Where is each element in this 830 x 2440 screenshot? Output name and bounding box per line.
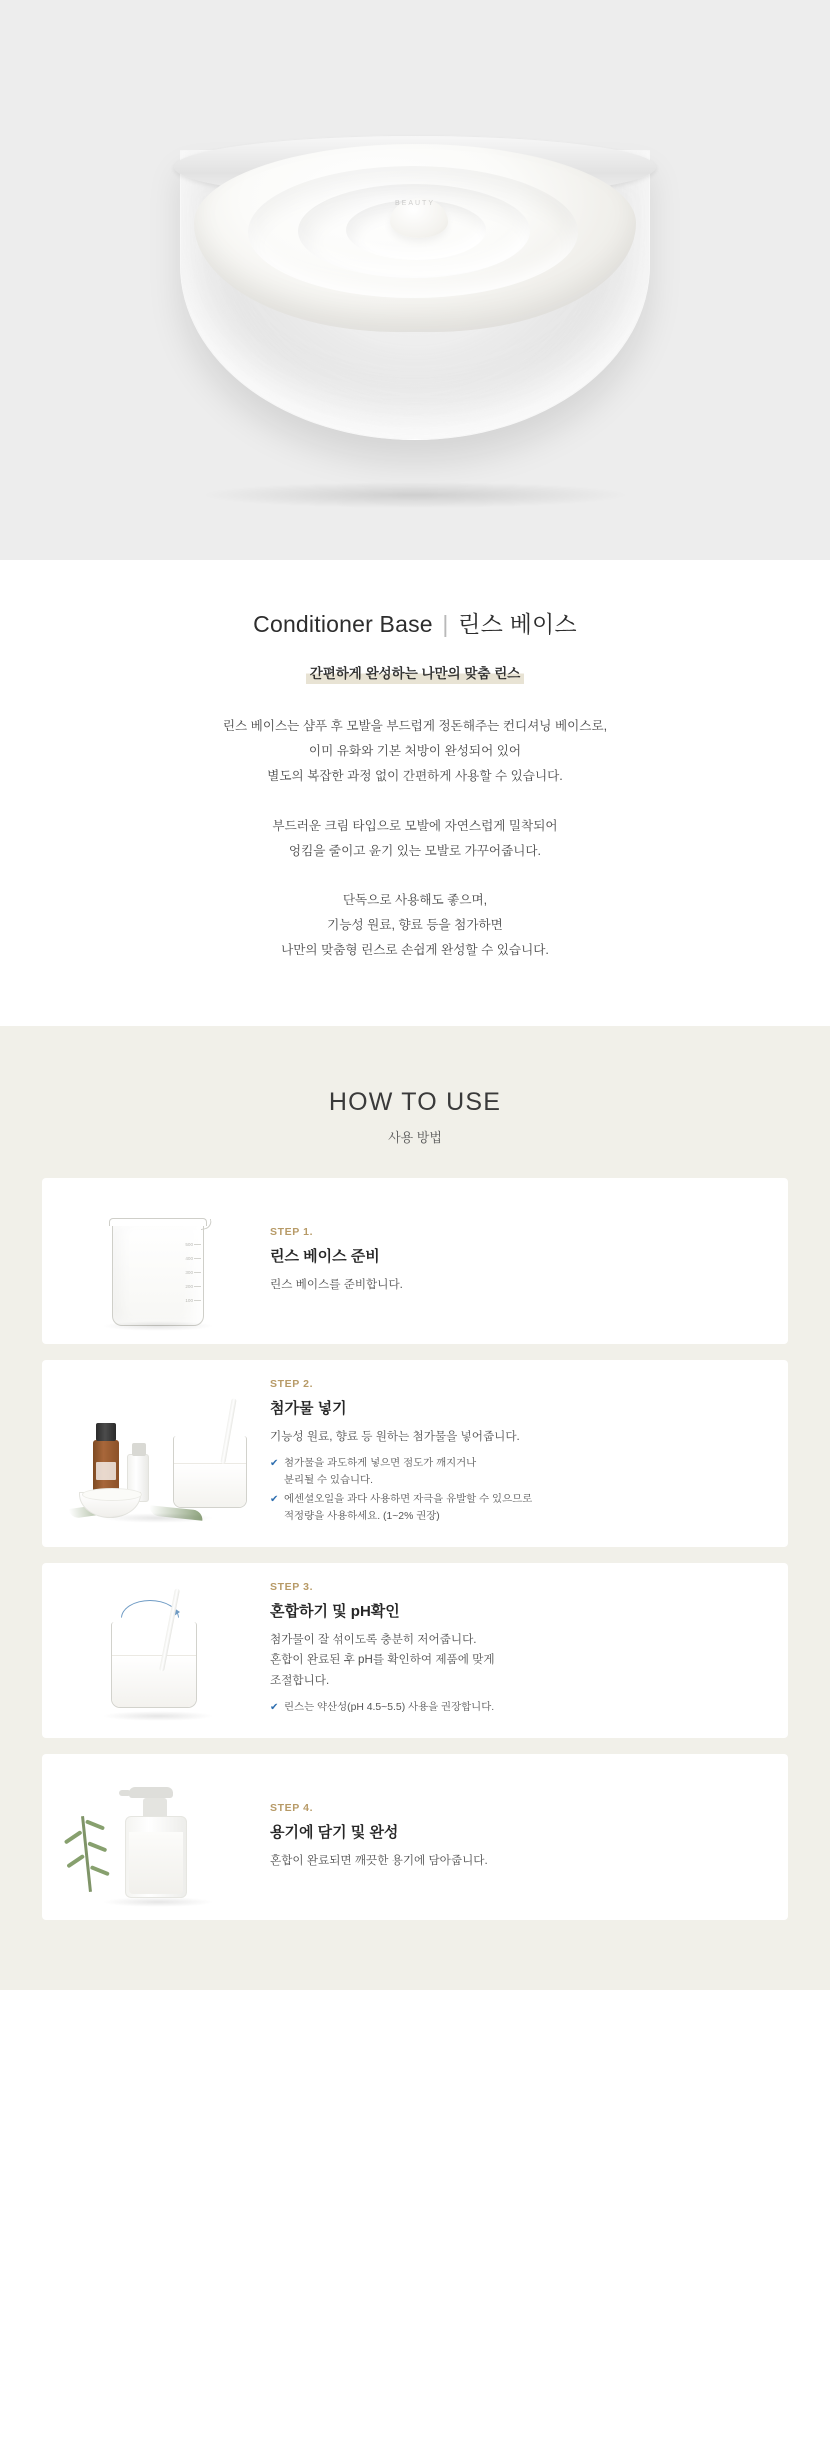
subhead-wrapper bbox=[40, 661, 790, 684]
step-card bbox=[42, 1563, 788, 1738]
intro-paragraph-1: 린스 베이스는 샴푸 후 모발을 부드럽게 정돈해주는 컨디셔닝 베이스로, 이미 유화와 기본 처방이 완성되어 있어 별도의 복잡한 과정 없이 간편하게 사용할 수 있습니다. bbox=[222, 719, 608, 784]
step-body bbox=[256, 1802, 488, 1871]
figure-shadow bbox=[102, 1711, 214, 1721]
how-to-use-title: HOW TO USE bbox=[328, 1087, 502, 1116]
step-note bbox=[270, 1700, 495, 1717]
figure-shadow bbox=[102, 1897, 214, 1907]
step-heading: 혼합하기 및 pH확인 bbox=[270, 1603, 400, 1621]
beaker-tick: 400 bbox=[185, 1255, 193, 1261]
how-to-use-subtitle: 사용 방법 bbox=[388, 1129, 442, 1145]
hero-watermark: BEAUTY bbox=[394, 200, 436, 207]
beaker-tick: 200 bbox=[185, 1283, 193, 1289]
steps-list bbox=[0, 1178, 830, 1920]
intro-paragraph-3: 단독으로 사용해도 좋으며, 기능성 원료, 향료 등을 첨가하면 나만의 맞춤형 린스로 손쉽게 완성할 수 있습니다. bbox=[281, 892, 549, 958]
step-note-text: 첨가물을 과도하게 넣으면 점도가 깨지거나 분리될 수 있습니다. bbox=[284, 1457, 477, 1486]
step-description: 혼합이 완료되면 깨끗한 용기에 담아줍니다. bbox=[270, 1854, 488, 1868]
beaker-scale bbox=[185, 1242, 193, 1312]
beaker-tick: 500 bbox=[185, 1241, 193, 1247]
step-notes bbox=[270, 1456, 532, 1526]
hero-image bbox=[0, 0, 830, 560]
rosemary-leaf bbox=[90, 1865, 110, 1876]
hero-section bbox=[0, 0, 830, 560]
rosemary-leaf bbox=[64, 1830, 83, 1845]
rosemary-leaf bbox=[87, 1841, 107, 1852]
page-title-kr: 린스 베이스 bbox=[458, 611, 577, 637]
mixing-icon bbox=[60, 1586, 256, 1716]
dropper-cap bbox=[96, 1423, 116, 1441]
rosemary-leaf bbox=[66, 1854, 85, 1869]
step-card bbox=[42, 1754, 788, 1920]
beaker-with-mixture bbox=[111, 1622, 197, 1708]
step-description: 첨가물이 잘 섞이도록 충분히 저어줍니다. 혼합이 완료된 후 pH를 확인하여 제품에 맞게 조절합니다. bbox=[270, 1633, 495, 1687]
additives-icon bbox=[60, 1388, 256, 1518]
step-card bbox=[42, 1360, 788, 1548]
pump-bottle-icon bbox=[125, 1816, 187, 1898]
figure-shadow bbox=[102, 1513, 214, 1523]
step-body bbox=[256, 1581, 495, 1720]
intro-section bbox=[0, 560, 830, 1026]
beaker-liquid bbox=[174, 1463, 246, 1507]
step-notes bbox=[270, 1700, 495, 1717]
step-card bbox=[42, 1178, 788, 1344]
dropper-label bbox=[96, 1462, 116, 1480]
additives-illustration bbox=[63, 1398, 253, 1518]
step-note bbox=[270, 1492, 532, 1526]
bottling-illustration bbox=[63, 1774, 253, 1902]
rosemary-leaf bbox=[85, 1819, 105, 1830]
step-note-text: 에센셜오일을 과다 사용하면 자극을 유발할 수 있으므로 적정량을 사용하세요. (1~2% 권장) bbox=[284, 1494, 533, 1523]
step-number: STEP 4. bbox=[270, 1802, 314, 1815]
step-heading: 용기에 담기 및 완성 bbox=[270, 1824, 399, 1842]
step-note-text: 린스는 약산성(pH 4.5~5.5) 사용을 권장합니다. bbox=[284, 1702, 495, 1713]
cream-bowl-illustration bbox=[180, 150, 650, 440]
step-heading: 린스 베이스 준비 bbox=[270, 1247, 380, 1265]
beaker-icon bbox=[60, 1196, 256, 1326]
step-body bbox=[256, 1378, 532, 1530]
step-heading: 첨가물 넣기 bbox=[270, 1399, 347, 1417]
step-note bbox=[270, 1456, 532, 1490]
step-number: STEP 2. bbox=[270, 1377, 314, 1390]
figure-shadow bbox=[102, 1321, 214, 1331]
subhead-highlight: 간편하게 완성하는 나만의 맞춤 린스 bbox=[306, 661, 525, 684]
check-icon: ✔ bbox=[270, 1457, 279, 1469]
step-number: STEP 3. bbox=[270, 1581, 314, 1594]
check-icon: ✔ bbox=[270, 1702, 279, 1713]
small-bottle-cap bbox=[132, 1443, 146, 1456]
bowl-drop-shadow bbox=[205, 482, 625, 508]
beaker-tick: 100 bbox=[185, 1297, 193, 1303]
bottle-contents bbox=[129, 1832, 183, 1894]
pump-head bbox=[129, 1787, 173, 1798]
pump-neck bbox=[143, 1798, 167, 1816]
how-to-use-section bbox=[0, 1026, 830, 1990]
step-description: 기능성 원료, 향료 등 원하는 첨가물을 넣어줍니다. bbox=[270, 1429, 520, 1443]
intro-paragraph-2: 부드러운 크림 타입으로 모발에 자연스럽게 밀착되어 엉킴을 줄이고 윤기 있는 모발로 가꾸어줍니다. bbox=[272, 818, 558, 858]
beaker-with-base bbox=[173, 1436, 247, 1508]
step-description: 린스 베이스를 준비합니다. bbox=[270, 1277, 403, 1291]
rosemary-sprig-icon bbox=[81, 1816, 92, 1892]
beaker-body bbox=[112, 1222, 204, 1326]
page-title-en: Conditioner Base bbox=[253, 611, 433, 637]
page-title-divider: | bbox=[442, 611, 449, 637]
beaker-liquid bbox=[112, 1655, 196, 1707]
mixing-illustration bbox=[63, 1592, 253, 1716]
step-number: STEP 1. bbox=[270, 1225, 314, 1238]
bottling-icon bbox=[60, 1772, 256, 1902]
page-title bbox=[40, 606, 790, 639]
check-icon: ✔ bbox=[270, 1494, 279, 1506]
step-body bbox=[256, 1226, 403, 1295]
beaker-tick: 300 bbox=[185, 1269, 193, 1275]
